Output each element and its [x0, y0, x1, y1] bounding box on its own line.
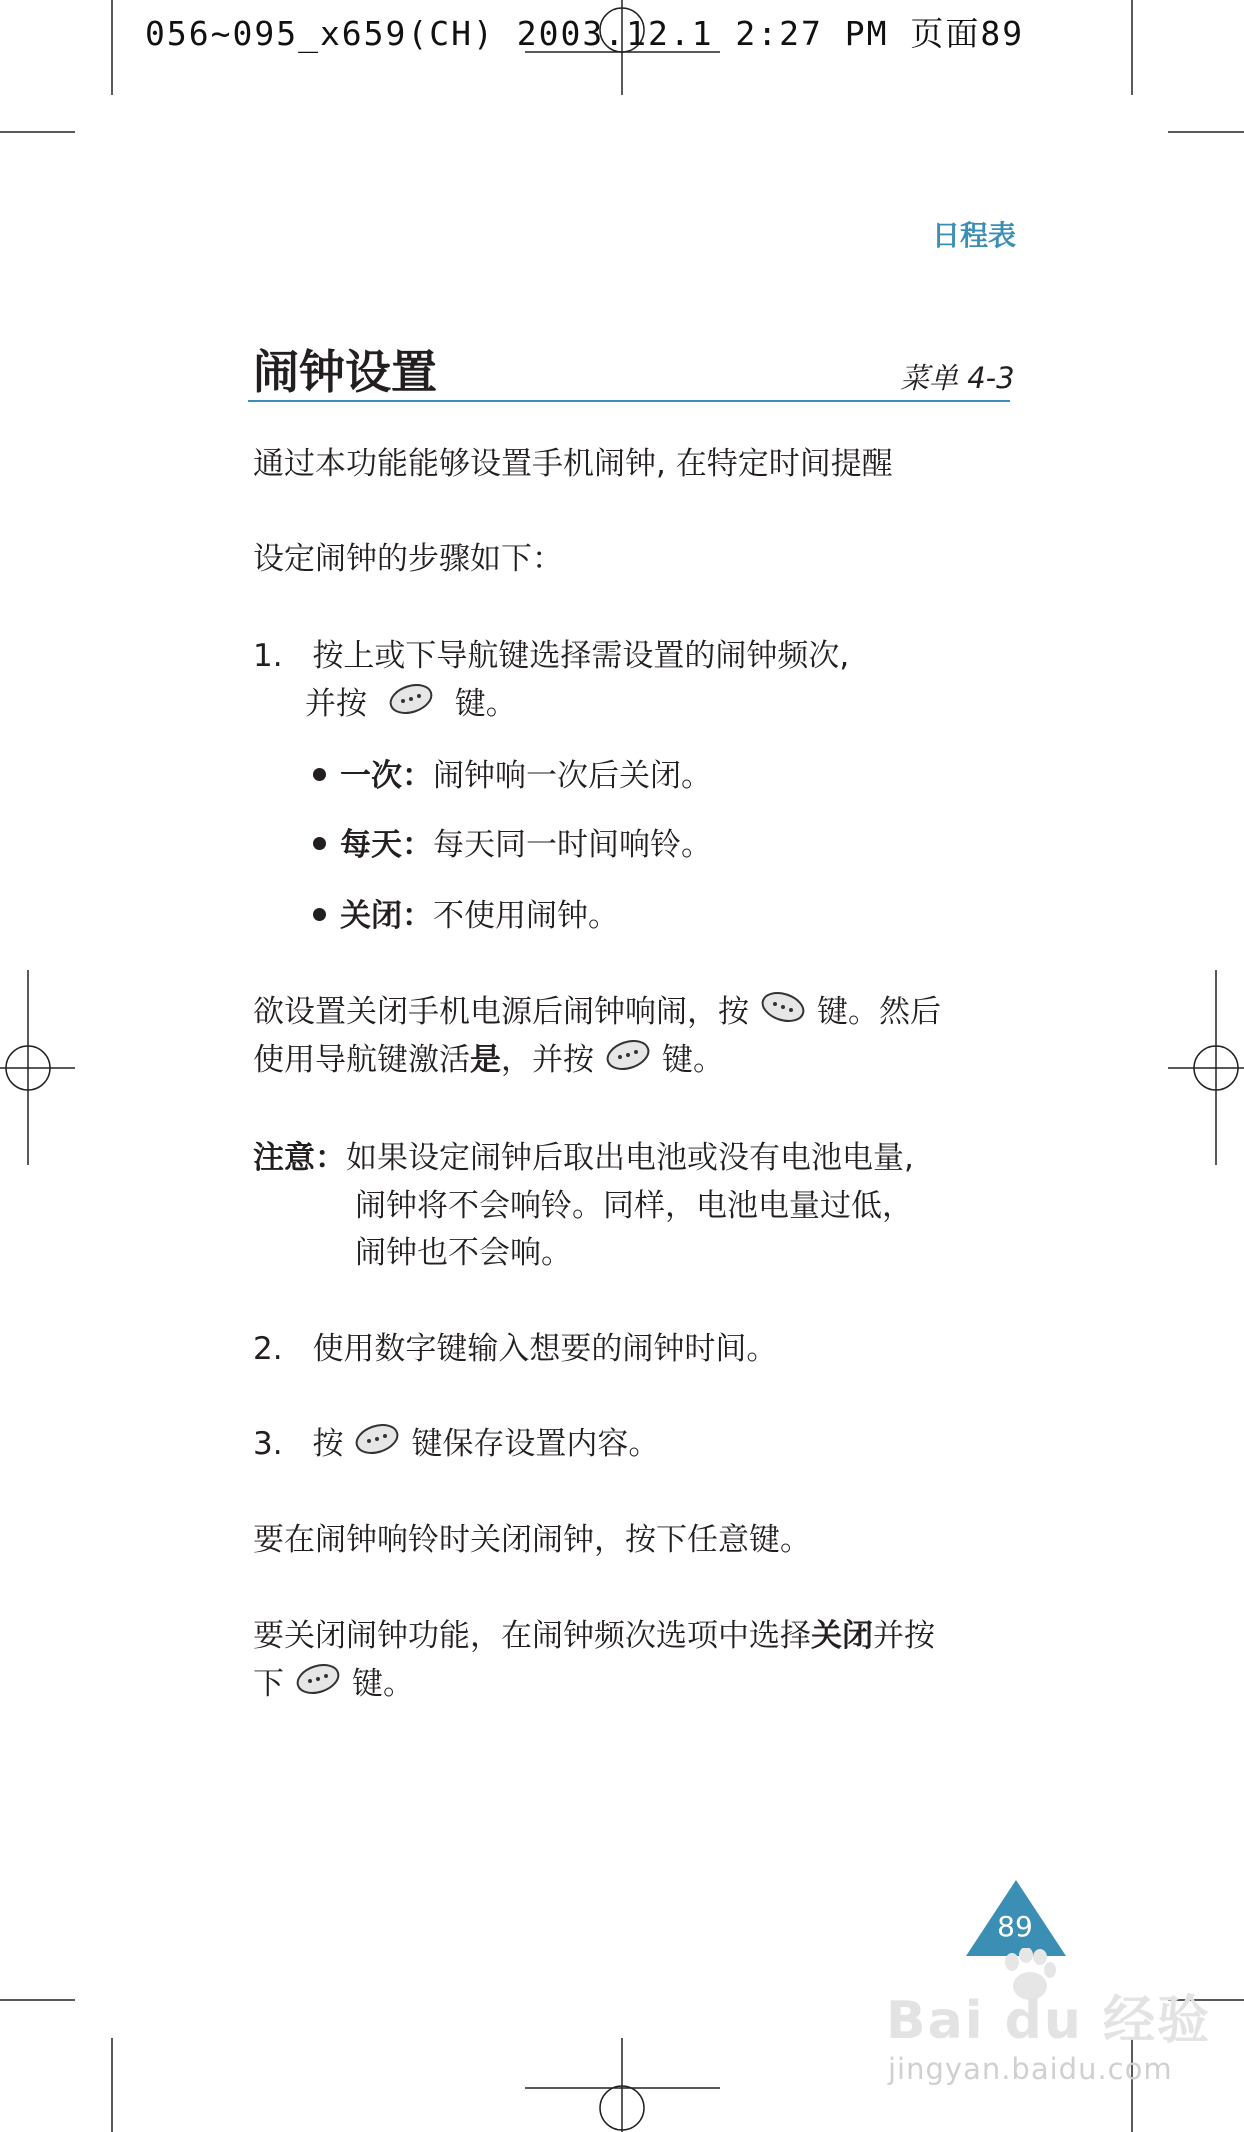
bullet-icon: [313, 768, 326, 781]
paragraph-bold: 关闭: [811, 1618, 873, 1654]
page-number: 89: [997, 1910, 1033, 1943]
step-number: 1.: [253, 638, 283, 674]
steps-intro: 设定闹钟的步骤如下：: [253, 541, 563, 577]
note-line-1: [253, 1134, 914, 1182]
step-number: 2.: [253, 1331, 283, 1367]
option-item: [313, 892, 619, 940]
step-2: [253, 1325, 777, 1373]
step-3: [253, 1420, 659, 1471]
menu-key-icon: [759, 989, 807, 1039]
print-header: 056~095_x659(CH) 2003.12.1 2:27 PM 页面89: [145, 14, 1025, 53]
note-text: 如果设定闹钟后取出电池或没有电池电量,: [346, 1140, 914, 1176]
option-label: 一次：: [340, 758, 433, 794]
option-label: 每天：: [340, 827, 433, 863]
option-text: 每天同一时间响铃。: [433, 827, 712, 863]
option-label: 关闭：: [340, 898, 433, 934]
option-item: [313, 752, 712, 800]
option-text: 闹钟响一次后关闭。: [433, 758, 712, 794]
paragraph-text: 要关闭闹钟功能，在闹钟频次选项中选择: [253, 1618, 811, 1654]
soft-key-icon: [387, 681, 435, 731]
step-text: 使用数字键输入想要的闹钟时间。: [312, 1331, 778, 1367]
disable-line-1: [253, 1612, 935, 1660]
page-title: 闹钟设置: [253, 345, 437, 399]
step-text: 并按: [305, 686, 367, 722]
paragraph-text: 并按: [873, 1618, 935, 1654]
disable-line-2: [253, 1660, 414, 1711]
step-text: 按: [312, 1426, 344, 1462]
watermark-logo: Bai du 经验: [886, 1991, 1211, 2051]
stop-alarm-text: 要在闹钟响铃时关闭闹钟，按下任意键。: [253, 1522, 811, 1558]
watermark-url: jingyan.baidu.com: [888, 2052, 1173, 2086]
paragraph-text: ，并按: [501, 1042, 594, 1078]
paragraph-text: 欲设置关闭手机电源后闹钟响闹，按: [253, 994, 749, 1030]
step-1: [253, 632, 849, 680]
note-line-2: 闹钟将不会响铃。同样，电池电量过低，: [355, 1188, 913, 1224]
poweroff-line-2: [253, 1036, 724, 1087]
bullet-icon: [313, 908, 326, 921]
option-text: 不使用闹钟。: [433, 898, 619, 934]
step-1-line-2: [305, 680, 517, 731]
soft-key-icon: [353, 1421, 401, 1471]
soft-key-icon: [604, 1037, 652, 1087]
paragraph-text: 键。然后: [817, 994, 941, 1030]
step-number: 3.: [253, 1426, 283, 1462]
intro-text: 通过本功能能够设置手机闹钟, 在特定时间提醒: [253, 446, 893, 482]
note-label: 注意：: [253, 1140, 346, 1176]
option-item: [313, 821, 712, 869]
poweroff-line-1: [253, 988, 941, 1039]
soft-key-icon: [294, 1661, 342, 1711]
paragraph-text: 键。: [662, 1042, 724, 1078]
step-text: 键保存设置内容。: [411, 1426, 660, 1462]
paragraph-text: 下: [253, 1666, 284, 1702]
menu-reference: 菜单 4-3: [900, 361, 1015, 395]
title-rule: [248, 400, 1010, 402]
note-line-3: 闹钟也不会响。: [355, 1235, 572, 1271]
step-text: 按上或下导航键选择需设置的闹钟频次,: [312, 638, 850, 674]
bullet-icon: [313, 837, 326, 850]
paragraph-text: 键。: [352, 1666, 414, 1702]
step-text: 键。: [454, 686, 517, 722]
paragraph-bold: 是: [470, 1042, 501, 1078]
paragraph-text: 使用导航键激活: [253, 1042, 470, 1078]
section-tag: 日程表: [932, 219, 1017, 252]
